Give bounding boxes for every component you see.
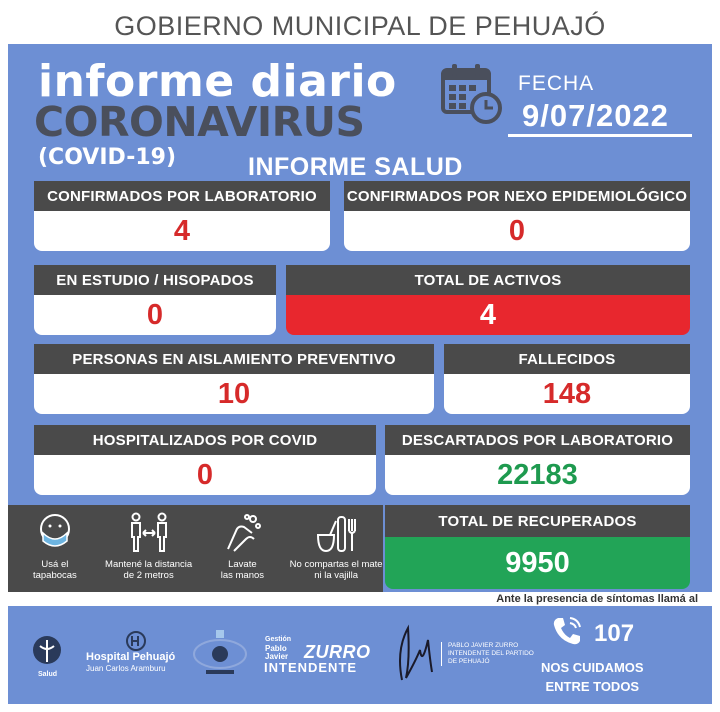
slogan [541,658,644,696]
stat-label: DESCARTADOS POR LABORATORIO [385,425,690,455]
stat-aislamiento [34,344,434,414]
stat-value: 0 [34,295,276,335]
tip-wash-hands [196,505,290,592]
stat-value: 9950 [385,537,690,589]
tip-text-2: de 2 metros [123,570,174,581]
hospital-subtitle: Juan Carlos Aramburu [86,664,166,673]
tip-distance [102,505,196,592]
slogan-line-1: NOS CUIDAMOS [541,660,644,675]
tip-text-2: ni la vajilla [314,570,359,581]
stat-fallecidos [444,344,690,414]
fecha-value: 9/07/2022 [522,98,669,133]
stat-descartados [385,425,690,495]
header-bar [8,8,712,44]
tip-mask [8,505,102,592]
tip-text-1: Lavate [228,559,257,570]
tip-text-1: No compartas el mate [289,559,383,570]
symptoms-notice: Ante la presencia de síntomas llamá al [496,593,698,605]
pablo-javier-label [265,645,288,661]
title-informe-diario: informe diario [38,56,397,107]
mask-icon [33,511,77,555]
phone-icon [550,614,584,648]
stat-value: 10 [34,374,434,414]
fecha-label: FECHA [518,72,595,95]
gestion-label: Gestión [265,636,292,643]
hospital-logo-icon [124,630,148,652]
stat-value: 22183 [385,455,690,495]
signature-icon [392,620,438,690]
sig-line-3: DE PEHUAJÓ [448,658,490,665]
slogan-line-2: ENTRE TODOS [545,679,640,694]
stat-label: HOSPITALIZADOS POR COVID [34,425,376,455]
emergency-phone: 107 [594,620,635,647]
tip-text-2: tapabocas [32,570,77,581]
stat-label: TOTAL DE RECUPERADOS [385,505,690,537]
stat-value: 4 [286,295,690,335]
zurro-label: ZURRO [304,642,371,662]
javier-label: Javier [265,652,289,661]
fecha-underline [508,134,692,137]
mate-icon [314,511,358,555]
stat-label: PERSONAS EN AISLAMIENTO PREVENTIVO [34,344,434,374]
stat-label: TOTAL DE ACTIVOS [286,265,690,295]
tip-text-1: Mantené la distancia [105,559,193,570]
stat-total-activos [286,265,690,335]
title-coronavirus: CORONAVIRUS [34,98,365,146]
hands-icon [220,511,264,555]
stat-value: 0 [34,455,376,495]
municipalidad-logo-icon [190,624,250,680]
stat-value: 0 [344,211,690,251]
sig-line-1: PABLO JAVIER ZURRO [448,642,519,649]
signature-caption [441,642,534,666]
stat-confirmados-nexo [344,181,690,251]
infographic [8,8,712,704]
stat-label: CONFIRMADOS POR NEXO EPIDEMIOLÓGICO [344,181,690,211]
tip-mate [289,505,383,592]
section-title: INFORME SALUD [248,153,463,181]
stat-confirmados-laboratorio [34,181,330,251]
pablo-label: Pablo [265,644,287,653]
sig-line-2: INTENDENTE DEL PARTIDO [448,650,534,657]
distance-icon [127,511,171,555]
stat-label: CONFIRMADOS POR LABORATORIO [34,181,330,211]
tip-text-2: las manos [220,570,265,581]
stat-value: 148 [444,374,690,414]
salud-logo-icon [22,630,72,674]
stat-label: EN ESTUDIO / HISOPADOS [34,265,276,295]
header-title: GOBIERNO MUNICIPAL DE PEHUAJÓ [114,10,606,41]
stat-en-estudio [34,265,276,335]
tip-text-1: Usá el [41,559,69,570]
salud-label: Salud [38,671,58,678]
hospital-name: Hospital Pehuajó [86,651,176,663]
stat-hospitalizados [34,425,376,495]
stat-label: FALLECIDOS [444,344,690,374]
stat-recuperados [385,505,690,589]
prevention-tips [8,505,383,592]
intendente-label: INTENDENTE [264,660,358,675]
stat-value: 4 [34,211,330,251]
calendar-clock-icon [440,60,504,126]
title-covid19: (COVID-19) [38,145,176,170]
